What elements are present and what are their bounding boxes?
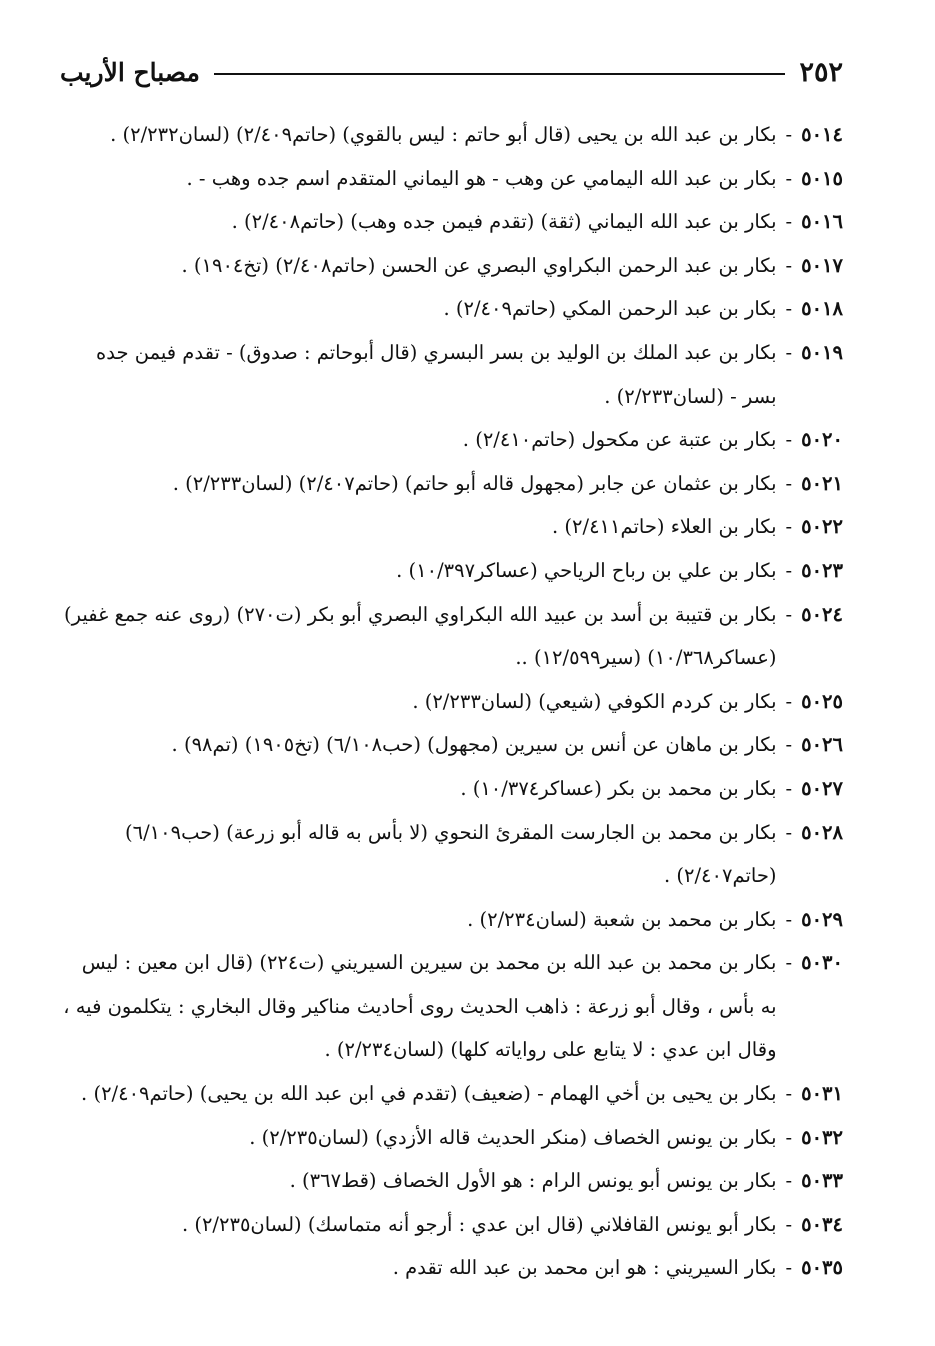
entry bbox=[62, 157, 843, 201]
entry-number: ٥٠١٨ bbox=[801, 297, 843, 321]
entry-text: بكار بن علي بن رباح الرياحي (عساكر١٠/٣٩٧) . bbox=[396, 558, 777, 582]
entry bbox=[62, 462, 843, 506]
entry-dash: - bbox=[785, 558, 793, 582]
entry bbox=[62, 811, 843, 898]
entry-number: ٥٠١٦ bbox=[801, 210, 843, 234]
entry-dash: - bbox=[785, 951, 793, 975]
entry bbox=[62, 505, 843, 549]
entry-text: بكار بن عثمان عن جابر (مجهول قاله أبو حاتم) (حاتم٢/٤٠٧) (لسان٢/٢٣٣) . bbox=[172, 471, 777, 495]
entry-dash: - bbox=[785, 1256, 793, 1280]
entry-number: ٥٠٢٧ bbox=[801, 776, 843, 800]
entry-number: ٥٠١٧ bbox=[801, 253, 843, 277]
entry-dash: - bbox=[785, 820, 793, 844]
entry-number: ٥٠٣٥ bbox=[801, 1256, 843, 1280]
entry-number: ٥٠٢٢ bbox=[801, 515, 843, 539]
entry-dash: - bbox=[785, 515, 793, 539]
entry bbox=[62, 244, 843, 288]
entry-dash: - bbox=[785, 689, 793, 713]
entry-dash: - bbox=[785, 733, 793, 757]
entry-dash: - bbox=[785, 340, 793, 364]
entry-dash: - bbox=[785, 1169, 793, 1193]
entry-text: بكار بن محمد بن بكر (عساكر١٠/٣٧٤) . bbox=[460, 776, 777, 800]
entry-dash: - bbox=[785, 471, 793, 495]
entry-text: بكار بن كردم الكوفي (شيعي) (لسان٢/٢٣٣) . bbox=[412, 689, 777, 713]
entry bbox=[62, 200, 843, 244]
entry-text: بكار بن عبد الله اليمامي عن وهب - هو اليماني المتقدم اسم جده وهب - . bbox=[186, 166, 777, 190]
entry-number: ٥٠٢٩ bbox=[801, 907, 843, 931]
entry bbox=[62, 549, 843, 593]
entry-text: بكار بن قتيبة بن أسد بن عبيد الله البكراوي البصري أبو بكر (ت٢٧٠) (روى عنه جمع غفير) (عساكر١٠/٣٦٨) (سير١٢/٥٩٩) .. bbox=[64, 602, 777, 670]
entry-text: بكار بن يحيى بن أخي الهمام - (ضعيف) (تقدم في ابن عبد الله بن يحيى) (حاتم٢/٤٠٩) . bbox=[81, 1082, 777, 1106]
entry-dash: - bbox=[785, 210, 793, 234]
entry bbox=[62, 1159, 843, 1203]
entry-text: بكار السيريني : هو ابن محمد بن عبد الله تقدم . bbox=[392, 1256, 777, 1280]
entry-number: ٥٠٣١ bbox=[801, 1082, 843, 1106]
entry-number: ٥٠٢٣ bbox=[801, 558, 843, 582]
entry-dash: - bbox=[785, 428, 793, 452]
entry-number: ٥٠٢٥ bbox=[801, 689, 843, 713]
entry-text: بكار بن محمد بن عبد الله بن محمد بن سيرين السيريني (ت٢٢٤) (قال ابن معين : ليس به بأس ، وقال أبو زرعة : ذاهب الحديث روى أحاديث مناكير وقال البخاري : يتكلمون فيه ، وقال ابن عدي : لا يتابع على رواياته كلها) (لسان٢/٢٣٤) . bbox=[63, 951, 777, 1062]
entry bbox=[62, 1116, 843, 1160]
entry-text: بكار بن العلاء (حاتم٢/٤١١) . bbox=[552, 515, 777, 539]
entry-number: ٥٠٣٣ bbox=[801, 1169, 843, 1193]
entry-number: ٥٠٣٤ bbox=[801, 1212, 843, 1236]
entry-number: ٥٠٢١ bbox=[801, 471, 843, 495]
entry-number: ٥٠١٩ bbox=[801, 340, 843, 364]
header-rule bbox=[214, 73, 786, 75]
entry-text: بكار بن عبد الرحمن البكراوي البصري عن الحسن (حاتم٢/٤٠٨) (تخ١٩٠٤) . bbox=[181, 253, 777, 277]
entry-number: ٥٠١٤ bbox=[801, 123, 843, 146]
entry-number: ٥٠١٥ bbox=[801, 166, 843, 190]
entry-number: ٥٠٢٦ bbox=[801, 733, 843, 757]
entry-dash: - bbox=[785, 776, 793, 800]
entry-dash: - bbox=[785, 1125, 793, 1149]
entry-dash: - bbox=[785, 1212, 793, 1236]
entry bbox=[62, 113, 843, 157]
entry-text: بكار بن عبد الرحمن المكي (حاتم٢/٤٠٩) . bbox=[443, 297, 777, 321]
entry-number: ٥٠٢٨ bbox=[801, 820, 843, 844]
entry bbox=[62, 680, 843, 724]
entry-text: بكار بن عبد الملك بن الوليد بن بسر البسري (قال أبوحاتم : صدوق) - تقدم فيمن جده بسر - (لسان٢/٢٣٣) . bbox=[96, 340, 777, 408]
entry-text: بكار بن يونس أبو يونس الرام : هو الأول الخصاف (قط٣٦٧) . bbox=[289, 1169, 777, 1193]
entry-dash: - bbox=[785, 907, 793, 931]
entry-dash: - bbox=[785, 166, 793, 190]
entry bbox=[62, 593, 843, 680]
page-header bbox=[60, 52, 843, 92]
entry-text: بكار بن محمد بن شعبة (لسان٢/٢٣٤) . bbox=[467, 907, 777, 931]
entry bbox=[62, 723, 843, 767]
entry-dash: - bbox=[785, 253, 793, 277]
entry-text: بكار أبو يونس القافلاني (قال ابن عدي : أرجو أنه متماسك) (لسان٢/٢٣٥) . bbox=[181, 1212, 777, 1236]
entry bbox=[62, 1246, 843, 1290]
entry-text: بكار بن ماهان عن أنس بن سيرين (مجهول) (حب٦/١٠٨) (تخ١٩٠٥) (تم٩٨) . bbox=[171, 733, 777, 757]
entry-text: بكار بن محمد بن الجارست المقرئ النحوي (لا بأس به قاله أبو زرعة) (حب٦/١٠٩) (حاتم٢/٤٠٧) . bbox=[125, 820, 777, 888]
entry-dash: - bbox=[785, 1082, 793, 1106]
entry-text: بكار بن عبد الله اليماني (ثقة) (تقدم فيمن جده وهب) (حاتم٢/٤٠٨) . bbox=[231, 210, 777, 234]
entry-dash: - bbox=[785, 602, 793, 626]
entry-text: بكار بن عتبة عن مكحول (حاتم٢/٤١٠) . bbox=[462, 428, 777, 452]
entry bbox=[62, 418, 843, 462]
entry-dash: - bbox=[785, 123, 793, 146]
entry-number: ٥٠٢٠ bbox=[801, 428, 843, 452]
entry-list bbox=[62, 113, 843, 1290]
entry bbox=[62, 331, 843, 418]
entry bbox=[62, 1072, 843, 1116]
entry-dash: - bbox=[785, 297, 793, 321]
entry-number: ٥٠٣٠ bbox=[801, 951, 843, 975]
entry bbox=[62, 898, 843, 942]
entry bbox=[62, 767, 843, 811]
book-title: مصباح الأريب bbox=[60, 57, 200, 87]
entry-number: ٥٠٣٢ bbox=[801, 1125, 843, 1149]
entry bbox=[62, 1203, 843, 1247]
entry bbox=[62, 941, 843, 1072]
entry bbox=[62, 287, 843, 331]
entry-text: بكار بن يونس الخصاف (منكر الحديث قاله الأزدي) (لسان٢/٢٣٥) . bbox=[249, 1125, 777, 1149]
page-number: ٢٥٢ bbox=[799, 56, 843, 88]
entry-text: بكار بن عبد الله بن يحيى (قال أبو حاتم : ليس بالقوي) (حاتم٢/٤٠٩) (لسان٢/٢٣٢) . bbox=[110, 123, 777, 146]
entry-number: ٥٠٢٤ bbox=[801, 602, 843, 626]
